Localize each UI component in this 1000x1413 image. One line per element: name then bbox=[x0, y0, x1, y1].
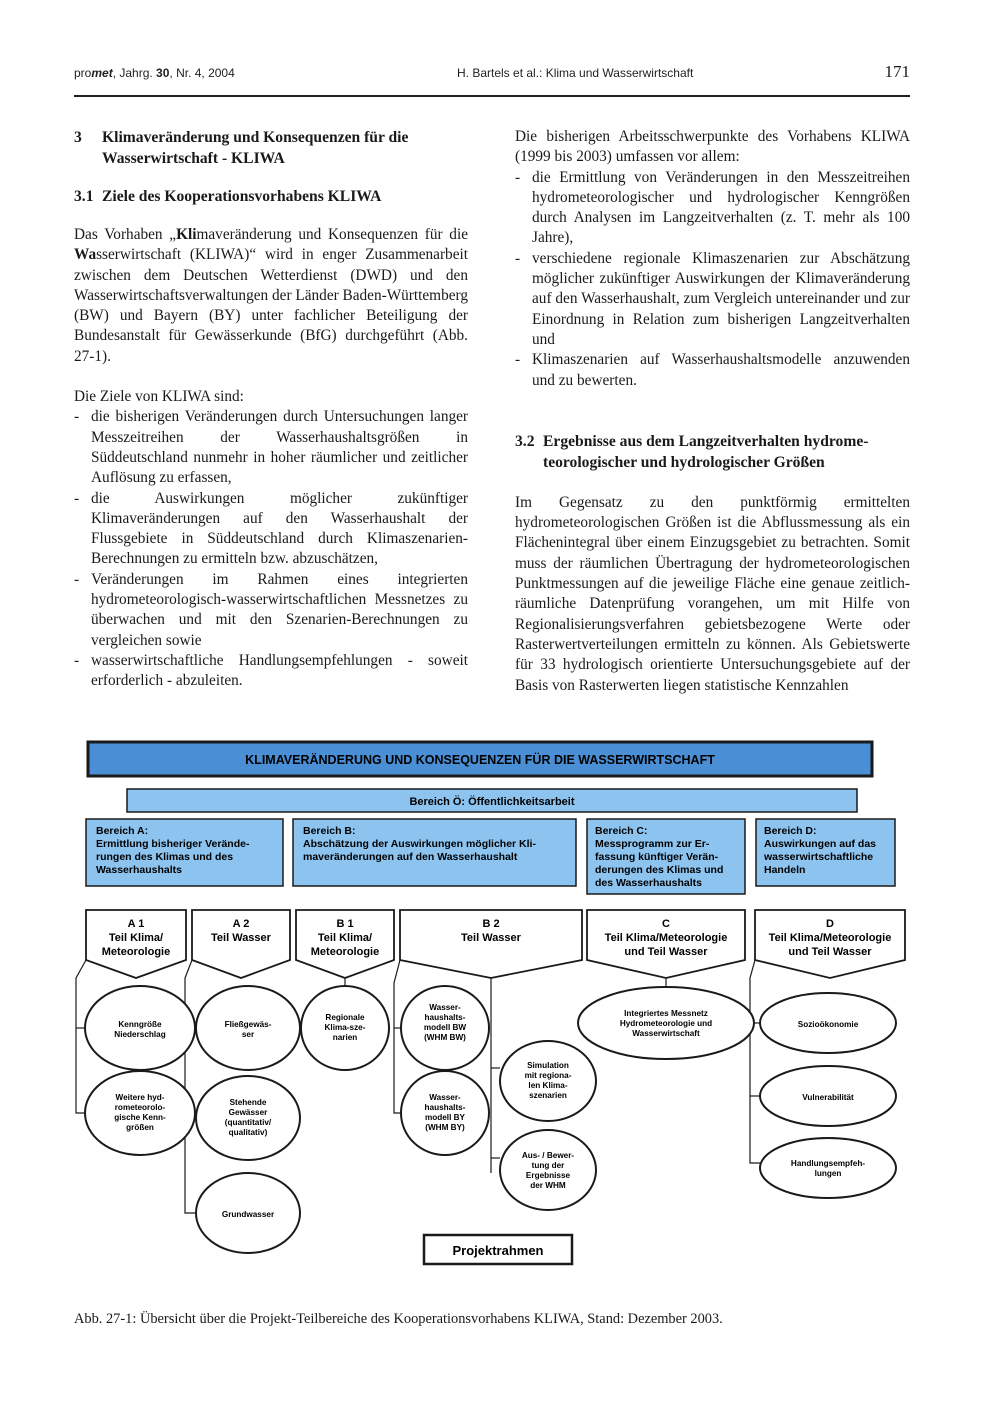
oval-label: (WHM BY) bbox=[425, 1123, 465, 1132]
teil-c-line: Teil Klima/Meteorologie bbox=[604, 932, 728, 944]
oval-label: Grundwasser bbox=[221, 1210, 275, 1219]
work-item: - die Ermittlung von Veränderungen in den Messzeitreihen hydrometeorologischer und hydrologischer Kenngrößen durch Analysen im Langzeitverhalten (z. T. mehr als 100 Jahre), bbox=[515, 168, 910, 249]
bereich-c-line: Messprogramm zur Er- bbox=[595, 838, 710, 850]
oval-label: Klima-sze- bbox=[324, 1023, 366, 1032]
oval-label: Hydrometeorologie und bbox=[619, 1019, 713, 1028]
oval-label: modell BW bbox=[423, 1023, 467, 1032]
oval-label: (WHM BW) bbox=[424, 1033, 466, 1042]
teil-a1-line: Meteorologie bbox=[101, 946, 171, 958]
oval-label: Wasser- bbox=[429, 1093, 461, 1102]
teil-d-line: Teil Klima/Meteorologie bbox=[768, 932, 892, 944]
oval-label: Integriertes Messnetz bbox=[624, 1009, 708, 1018]
teil-d-line: D bbox=[826, 918, 834, 930]
oval-label: modell BY bbox=[424, 1113, 466, 1122]
teil-b2-line: B 2 bbox=[482, 918, 500, 930]
oval-label: Kenngröße bbox=[118, 1020, 162, 1029]
subsection-heading-3-1: 3.1 Ziele des Kooperationsvorhabens KLIWA bbox=[74, 188, 382, 205]
running-title: H. Bartels et al.: Klima und Wasserwirtschaft bbox=[457, 66, 694, 80]
diagram-title: KLIMAVERÄNDERUNG UND KONSEQUENZEN FÜR DIE WASSERWIRTSCHAFT bbox=[245, 753, 715, 767]
oval-label: Wasserwirtschaft bbox=[632, 1029, 700, 1038]
oval-label: Fließgewäs- bbox=[224, 1020, 272, 1029]
bereich-d-line: Handeln bbox=[764, 864, 806, 876]
oval-label: tung der bbox=[531, 1161, 565, 1170]
left-column bbox=[74, 127, 468, 692]
oval-label: Vulnerabilität bbox=[802, 1093, 854, 1102]
oval-label: der WHM bbox=[530, 1181, 566, 1190]
bereich-d-line: Auswirkungen auf das bbox=[764, 838, 877, 850]
oval-label: narien bbox=[332, 1033, 358, 1042]
teil-d-line: und Teil Wasser bbox=[788, 946, 872, 958]
goal-item: - die Auswirkungen möglicher zukünftiger Klimaveränderungen auf den Wasserhaushalt der Flussgebiete in Süddeutschland durch Klimaszenarien-Berechnungen zu ermitteln bzw. abzuschätzen, bbox=[74, 489, 468, 570]
teil-c-line: C bbox=[662, 918, 670, 930]
header-rule bbox=[74, 95, 910, 97]
bereich-b-line: Abschätzung der Auswirkungen möglicher Kli- bbox=[303, 838, 536, 850]
kliwa-diagram bbox=[68, 738, 918, 1278]
bereich-a-line: rungen des Klimas und des bbox=[96, 851, 234, 863]
journal-citation: promet, Jahrg. 30, Nr. 4, 2004 bbox=[74, 66, 235, 80]
teil-b1-line: Meteorologie bbox=[310, 946, 380, 958]
oval-auswertung bbox=[500, 1130, 596, 1210]
oval-label: len Klima- bbox=[528, 1081, 568, 1090]
oval-label: ser bbox=[241, 1030, 255, 1039]
oval-label: qualitativ) bbox=[228, 1128, 268, 1137]
teil-b2-line: Teil Wasser bbox=[461, 932, 521, 944]
oval-label: Gewässer bbox=[228, 1108, 268, 1117]
bereich-c-line: fassung künftiger Verän- bbox=[595, 851, 719, 863]
oval-label: Sozioökonomie bbox=[797, 1020, 859, 1029]
bereich-d-line: Bereich D: bbox=[764, 825, 817, 837]
oval-label: Weitere hyd- bbox=[115, 1093, 165, 1102]
bereich-a-line: Wasserhaushalts bbox=[96, 864, 182, 876]
oval-label: Handlungsempfeh- bbox=[790, 1159, 866, 1168]
goal-item: - wasserwirtschaftliche Handlungsempfehlungen - soweit erforderlich - abzuleiten. bbox=[74, 651, 468, 692]
goal-item: - Veränderungen im Rahmen eines integrierten hydrometeorologisch-wasserwirtschaftlichen Messnetzes zu überwachen und mit den Szenarien-Berechnungen zu vergleichen sowie bbox=[74, 570, 468, 651]
teil-a1-line: A 1 bbox=[127, 918, 145, 930]
teil-c-line: und Teil Wasser bbox=[624, 946, 708, 958]
bereich-oe-label: Bereich Ö: Öffentlichkeitsarbeit bbox=[409, 796, 575, 808]
oval-label: Stehende bbox=[229, 1098, 267, 1107]
work-item: - verschiedene regionale Klimaszenarien zur Abschätzung möglicher zukünftiger Auswirkungen der Klimaveränderung auf den Wasserhaushalt, zum Vergleich untereinander und zur Einordnung in Relation zum bisherigen Langzeitverhalten und bbox=[515, 249, 910, 350]
oval-label: (quantitativ/ bbox=[224, 1118, 272, 1127]
oval-label: haushalts- bbox=[424, 1013, 466, 1022]
oval-label: szenarien bbox=[529, 1091, 567, 1100]
oval-label: rometeorolo- bbox=[114, 1103, 166, 1112]
oval-label: gische Kenn- bbox=[114, 1113, 166, 1122]
teil-b1-line: B 1 bbox=[336, 918, 354, 930]
oval-label: Simulation bbox=[527, 1061, 569, 1070]
oval-label: Wasser- bbox=[429, 1003, 461, 1012]
oval-label: haushalts- bbox=[424, 1103, 466, 1112]
teil-a2-line: A 2 bbox=[232, 918, 250, 930]
goal-item: - die bisherigen Veränderungen durch Untersuchungen langer Messzeitreihen der Wasserhaushaltsgrößen in Süddeutschland nunmehr in hoher räumlicher und zeitlicher Auflösung zu erfassen, bbox=[74, 407, 468, 488]
page-number: 171 bbox=[884, 62, 910, 81]
oval-label: Ergebnisse bbox=[525, 1171, 571, 1180]
bereich-c-line: des Wasserhaushalts bbox=[595, 877, 702, 889]
oval-label: Aus- / Bewer- bbox=[521, 1151, 575, 1160]
goals-intro: Die Ziele von KLIWA sind: bbox=[74, 388, 244, 406]
bereich-b-line: Bereich B: bbox=[303, 825, 356, 837]
bereich-c-line: derungen des Klimas und bbox=[595, 864, 724, 876]
subsection-heading-3-2: 3.2 Ergebnisse aus dem Langzeitverhalten hydrome- teorologischer und hydrologischer Größen bbox=[515, 432, 869, 471]
projektrahmen-label: Projektrahmen bbox=[452, 1243, 544, 1258]
intro-paragraph: Das Vorhaben „Klimaveränderung und Konsequenzen für die Wasserwirtschaft (KLIWA)“ wird in enger Zusammenarbeit zwischen dem Deutschen Wetterdienst (DWD) und den Wasserwirtschaftsverwaltungen der Länder Baden-Württemberg (BW) und Bayern (BY) unter fachlicher Beteiligung der Bundesanstalt für Gewässerkunde (BfG) durchgeführt (Abb. 27-1). bbox=[74, 226, 468, 365]
oval-label: Niederschlag bbox=[114, 1030, 166, 1039]
teil-a2-line: Teil Wasser bbox=[211, 932, 271, 944]
oval-label: lungen bbox=[814, 1169, 842, 1178]
work-intro: Die bisherigen Arbeitsschwerpunkte des Vorhabens KLIWA (1999 bis 2003) umfassen vor allem: bbox=[515, 128, 910, 166]
teil-b1-line: Teil Klima/ bbox=[317, 932, 373, 944]
bereich-c-line: Bereich C: bbox=[595, 825, 648, 837]
bereich-a-line: Bereich A: bbox=[96, 825, 149, 837]
results-paragraph: Im Gegensatz zu den punktförmig ermittelten hydrometeorologischen Größen ist die Abflussmessung als ein Flächenintegral über einem Einzugsgebiet zu betrachten. Somit muss der räumlichen Übertragung der hydrometeorologischen Punktmessungen auf die jeweilige Fläche eine genaue zeitlich-räumliche Datenprüfung vorangehen, um mit Hilfe von Regionalisierungsverfahren gebietsbezogene Werte oder Rasterwertverteilungen ermitteln zu können. Als Gebietswerte für 33 hydrologisch orientierte Untersuchungsgebiete auf der Basis von Rasterwerten liegen statistische Kennzahlen bbox=[515, 493, 910, 694]
bereich-a-line: Ermittlung bisheriger Verände- bbox=[96, 838, 250, 850]
right-column bbox=[515, 127, 910, 696]
teil-a1-line: Teil Klima/ bbox=[108, 932, 164, 944]
bereich-b-line: maveränderungen auf den Wasserhaushalt bbox=[303, 851, 518, 863]
figure-caption: Abb. 27-1: Übersicht über die Projekt-Teilbereiche des Kooperationsvorhabens KLIWA, Stand: Dezember 2003. bbox=[74, 1311, 723, 1327]
work-item: - Klimaszenarien auf Wasserhaushaltsmodelle anzuwenden und zu bewerten. bbox=[515, 350, 910, 391]
oval-label: Regionale bbox=[325, 1013, 365, 1022]
oval-label: mit regiona- bbox=[524, 1071, 572, 1080]
oval-handlungsempfehlungen bbox=[760, 1138, 896, 1198]
section-heading: 3 Klimaveränderung und Konsequenzen für die Wasserwirtschaft - KLIWA bbox=[74, 129, 409, 167]
oval-label: größen bbox=[126, 1123, 154, 1132]
bereich-d-line: wasserwirtschaftliche bbox=[764, 851, 874, 863]
